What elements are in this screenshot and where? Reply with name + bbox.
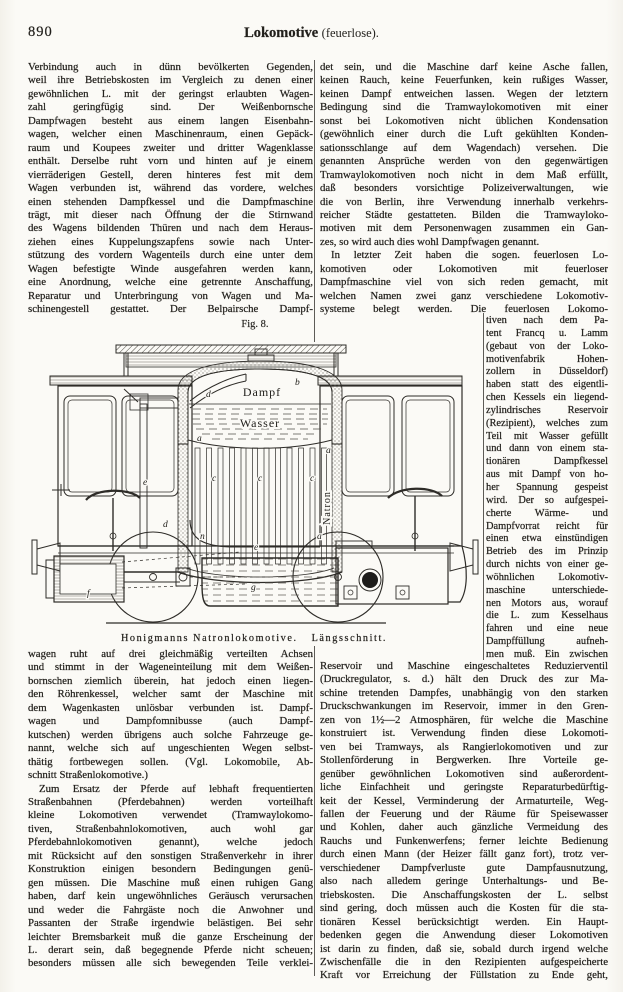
text-line: durch einen Mann (der Heizer fällt ganz fort), trotz ver- [320,848,608,861]
water-label: Wasser [239,416,281,430]
text-column-bottom-left [28,648,313,971]
text-line: welchen Namen zwei ganz verschiedene Lokomotiv- [320,289,608,302]
text-line: vierräderigen Gestell, deren hinteres fest mit dem [28,168,313,181]
text-line: Dampfvorrat reicht für [486,520,608,532]
text-line: (Rezipient), welches zum [486,417,608,429]
text-line: und dann von einem sta- [486,443,608,455]
text-line: (Druckregulator, s. d.) hält den Druck des zur Ma- [320,673,608,686]
text-line: konstruiert ist. Verwendung finden diese Lokomoti- [320,727,608,740]
text-line: schinengestell gestattet. Der Belpairsche Dampf- [28,303,313,316]
text-line: und stimmt in der Wageneinteilung mit dem Weißen- [28,661,313,674]
text-line: motiven mit dem Personenwagen zusammen ein Gan- [320,222,608,235]
figure-letter: n [200,532,205,542]
text-line: her Spannung gespeist [486,481,608,493]
text-line: keit der Kessel, Verminderung der Armaturteile, Weg- [320,794,608,807]
figure-letter: a [197,434,202,444]
text-line: wird. Der so aufgespei- [486,494,608,506]
hub [362,572,378,588]
text-line: Stollenförderung in Bergwerken. Ihre Vorteile ge- [320,754,608,767]
figure-letter: c [258,474,263,484]
text-line: Passanten der Straße irgendwie belästigen. Bei sehr [28,917,313,930]
text-line: einen etwa einstündigen [486,533,608,545]
figure-letter: d [206,390,211,400]
text-line: kleine Lokomotiven verwendet (Tramwaylokomo- [28,809,313,822]
text-line: tent Francq u. Lamm [486,327,608,339]
figure-caption-sub: Längsschnitt. [311,633,388,644]
figure-letter: d [163,520,168,530]
text-line: eine Anordnung, welche eine getrennte Anschaffung, [28,276,313,289]
text-line: weil ihre Betriebskosten im Vergleich zu denen einer [28,74,313,87]
text-line: keinen Dampf entweichen lassen. Wegen der letztern [320,87,608,100]
text-line: Druckschwankungen im Reservoir, immer in den Gren- [320,700,608,713]
page-number: 890 [28,24,53,40]
natron-label: Natron [322,491,333,525]
text-column-narrow-right [486,315,608,662]
text-line: aus mit Dampf von ho- [486,469,608,481]
text-line: Straßenbahnen (Pferdebahnen) werden vorteilhaft [28,795,313,808]
figure-natron-lokomotive [30,340,480,632]
text-line: tiven nach dem Pa- [486,315,608,326]
text-line: leichter Bremsbarkeit muß die ganze Erscheinung der [28,930,313,943]
text-line: zes, so wird auch dies wohl Dampfwagen genannt. [320,235,540,248]
text-line: (gewöhnlich einer durch die Luft gekühlten Konden- [320,128,608,141]
figure-letter: e [143,478,148,488]
page-title-main: Lokomotive [244,25,319,41]
figure-letter: c [310,474,315,484]
text-line: motivenfabrik Hohen- [486,353,608,365]
figure-caption-main: Honigmanns Natronlokomotive. [120,633,298,644]
text-line: fahren und eine neue [486,623,608,635]
text-line: enthält. Derselbe ruht vorn und hinten auf je einem [28,155,313,168]
figure-caption [28,633,480,644]
text-line: (gebaut von der Loko- [486,340,608,352]
figure-drawing [30,340,480,632]
steam-label: Dampf [242,385,282,399]
water-tank [202,558,338,606]
text-line: stützung des vordern Wagenteils durch eine unter dem [28,249,313,262]
text-line: Teil mit Wasser gefüllt [486,430,608,442]
text-line: schnitt Straßenlokomotive.) [28,769,148,782]
text-line: men muß. Ein zwischen [486,648,608,660]
text-line: gewöhnlichen L. mit der geringst erlaubten Wagen- [28,87,313,100]
figure-letter: g [251,583,256,593]
text-line: zollern in Düsseldorf) [486,366,608,378]
text-line: verschiedener Dampfverluste gute Dampfausnutzung, [320,861,608,874]
text-line: einen stehenden Dampfkessel und die Dampfmaschine [28,195,313,208]
text-line: Wagen befestigte Winde ausgefahren werden kann, [28,262,313,275]
text-line: die von Berlin, ihre Verwendung innerhalb verkehrs- [320,195,608,208]
text-line: nannt, welche sich auf ungeschienten Wegen selbst- [28,742,313,755]
text-line: wagen ruht auf drei gleichmäßig verteilten Achsen [28,648,313,660]
figure-letter: a [317,532,322,542]
text-line: Reparatur und Unterbringung von Wagen und Ma- [28,289,313,302]
text-line: nen Motors aus, worauf [486,597,608,609]
text-line: Konstruktion einigen besondern Bedingungen genü- [28,863,313,876]
text-line: wagen, welcher einen Maschinenraum, einen Gepäck- [28,128,313,141]
text-line: komotiven oder Lokomotiven mit feuerloser [320,262,608,275]
gear-box [336,541,448,604]
text-line: bedenken gegen die Anwendung dieser Lokomotiven [320,929,608,942]
text-line: des Wagens bildenden Thüren und nach dem Heraus- [28,222,313,235]
figure-number-label: Fig. 8. [241,319,269,330]
text-line: tiven, Straßenbahnlokomotiven, auch wohl gar [28,822,313,835]
reservoir-vessel [178,361,342,448]
text-line: Dampffüllung aufneh- [486,636,608,648]
text-line: raum und Koupees zweiter und dritter Wagenklasse [28,141,313,154]
figure-letter: b [295,378,300,388]
text-line: gen müssen. Die Maschine muß einen ruhigen Gang [28,876,313,889]
text-line: tionären Dampfkessel [486,456,608,468]
text-line: tionären Kessel berücksichtigt werden. Ein Haupt- [320,915,608,928]
text-line: Zum Ersatz der Pferde auf lebhaft frequentierten [39,782,313,795]
text-line: Bedingung sind die Tramwaylokomotiven mit einer [320,101,608,114]
text-line: Zwischenfälle die in den Rezipienten aufgespeicherte [320,955,608,968]
text-line: und weder die Fahrgäste noch die Anwohner und [28,903,313,916]
text-line: sonst bei Lokomotiven nicht üblichen Kondensation [320,114,608,127]
text-line: Tramwaylokomotiven noch nicht in dem Maß erfüllt, [320,168,608,181]
text-line: zen von 1½—2 Atmosphären, für welche die Maschine [320,713,608,726]
text-line: zylindrisches Reservoir [486,404,608,416]
text-line: bornschen ziemlich überein, hat jedoch einen liegen- [28,674,313,687]
figure-letter: c [212,474,217,484]
figure-letter: a [326,446,331,456]
text-line: fallen der Feuerung und der Räume für Speisewasser [320,807,608,820]
text-column-bottom-right [320,660,608,983]
text-line: keinen Rauch, keine Feuerfunken, kein rußiges Wasser, [320,74,608,87]
text-line: sind gering, doch müssen auch die Kosten für die sta- [320,902,608,915]
page-title [0,25,623,42]
text-line: Betrieb des im Prinzip [486,546,608,558]
figure-letter: e [254,543,259,553]
text-line: systeme belegt werden. Die feuerlosen Lokomo- [320,303,608,316]
column-divider-rule [483,313,484,660]
text-line: daß besonders vorsichtige Polizeiverwaltungen, wie [320,182,608,195]
fender-right [448,546,466,602]
text-line: chen Kessels ein liegend- [486,392,608,404]
text-line: Kraft vor Erreichung der Füllstation zu Ende geht, [320,969,608,982]
page-title-parenthetical: (feuerlose). [321,26,379,40]
column-divider-rule [314,646,315,976]
text-line: ist darin zu finden, daß sie, sobald durch irgend welche [320,942,608,955]
text-line: wöhnlichen Lokomotiv- [486,571,608,583]
text-line: det sein, und die Maschine darf keine Asche fallen, [320,61,608,73]
text-line: ziehen eines Kuppelungszapfens sowie nach Unter- [28,235,313,248]
text-column-top-right [320,61,608,317]
text-line: Rauchs und Funkenwerfens; ferner leichte Bedienung [320,834,608,847]
figure-letter: f [87,589,90,599]
text-line: ven bei Tramways, als Rangierlokomotiven und zur [320,740,608,753]
text-line: also nach alledem geringe Unterhaltungs- und Be- [320,875,608,888]
text-line: maschine unterschiede- [486,584,608,596]
text-column-top-left [28,61,313,317]
text-line: kutschen) werden übrigens auch solche Fahrzeuge ge- [28,728,313,741]
text-line: thätig fortbewegen sollen. (Vgl. Lokomobile, Ab- [28,755,313,768]
text-line: zahl geringfügig sind. Der Weißenbornsche [28,101,313,114]
text-line: L. derart sein, daß begegnende Pferde nicht scheuen; [28,943,313,956]
text-line: reicher Städte gestatteten. Bilden die Tramwayloko- [320,208,608,221]
text-line: In letzter Zeit haben die sogen. feuerlosen Lo- [331,249,608,262]
text-line: sationsschlange auf dem Wagendach) versehen. Die [320,141,608,154]
text-line: besonders müssen alle sich bewegenden Teile verklei- [28,957,313,970]
text-line: liche Einfachheit und geringste Reparaturbedürftig- [320,781,608,794]
text-line: Wagen verbunden ist, während das vordere, welches [28,182,313,195]
text-line: genannten Ansprüche werden von den gegenwärtigen [320,155,608,168]
text-line: durch nichts von einer ge- [486,559,608,571]
text-line: dem Wagenkasten unlösbar verbunden ist. Dampf- [28,701,313,714]
text-line: Dampfwagen besteht aus einem langen Eisenbahn- [28,114,313,127]
text-line: Verbindung auch in dünn bevölkerten Gegenden, [28,61,313,73]
text-line: wagen und Dampfomnibusse (auch Dampf- [28,715,313,728]
cab-walls-windows [58,386,462,546]
text-line: und Kohlen, daher auch gänzliche Vermeidung des [320,821,608,834]
text-line: mit Rücksicht auf den sonstigen Straßenverkehr in ihrer [28,849,313,862]
feed-pipe [52,389,178,548]
text-line: Dampfmaschine viel von sich reden gemacht, mit [320,276,608,289]
text-line: genüber gewöhnlichen Lokomotiven sind außerordent- [320,767,608,780]
column-divider-rule [314,60,315,342]
text-line: Pferdebahnlokomotiven genannt), welche jedoch [28,836,313,849]
text-line: die L. zum Kesselhaus [486,610,608,622]
text-line: haben, darf kein ungewöhnliches Geräusch verursachen [28,890,313,903]
text-line: Reservoir und Maschine eingeschaltetes Reduzierventil [320,660,608,672]
text-line: triebskosten. Die Anschaffungskosten der L. selbst [320,888,608,901]
text-line: cherte Wärme- und [486,507,608,519]
text-line: trägt, mit dieser nach Öffnung der die Stirnwand [28,208,313,221]
text-line: schine tretenden Dampfes, unabhängig von den starken [320,686,608,699]
text-line: haben statt des eigentli- [486,379,608,391]
text-line: den Röhrenkessel, welcher samt der Maschine mit [28,688,313,701]
